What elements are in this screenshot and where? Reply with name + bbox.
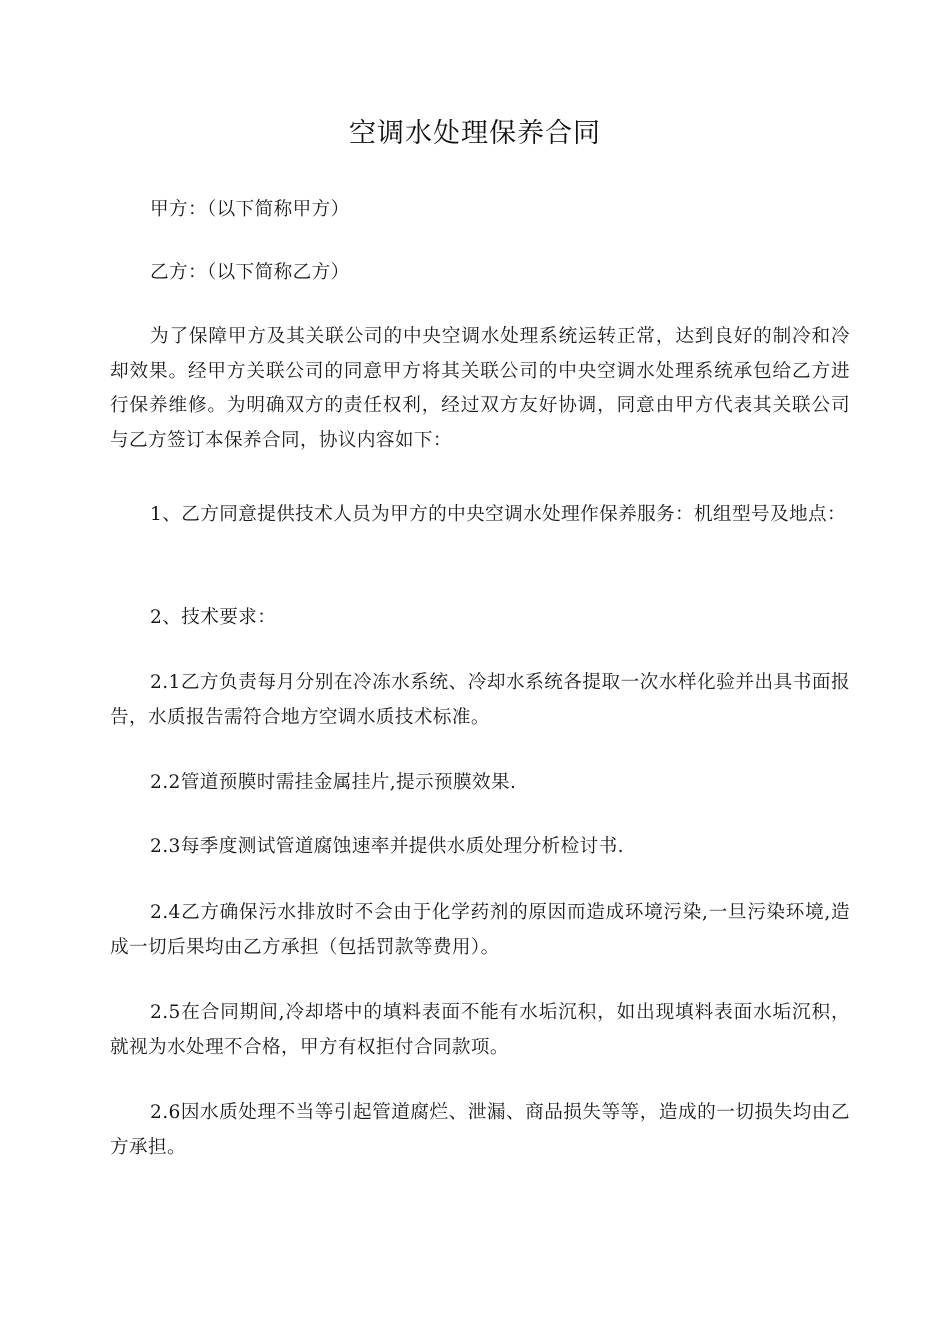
party-a-line: 甲方：（以下简称甲方） bbox=[150, 199, 350, 220]
clause-2-3: 2.3每季度测试管道腐蚀速率并提供水质处理分析检讨书. bbox=[150, 836, 624, 857]
intro-paragraph: 为了保障甲方及其关联公司的中央空调水处理系统运转正常，达到良好的制冷和冷却效果。经甲方关联公司的同意甲方将其关联公司的中央空调水处理系统承包给乙方进行保养维修。为明确双方的责任权利，经过双方友好协调，同意由甲方代表其关联公司与乙方签订本保养合同，协议内容如下： bbox=[110, 326, 850, 451]
clause-2-1: 2.1乙方负责每月分别在冷冻水系统、冷却水系统各提取一次水样化验并出具书面报告，水质报告需符合地方空调水质技术标准。 bbox=[110, 672, 850, 728]
document-title: 空调水处理保养合同 bbox=[349, 118, 601, 149]
party-b-line: 乙方：（以下简称乙方） bbox=[150, 262, 350, 283]
clause-2-2: 2.2管道预膜时需挂金属挂片,提示预膜效果. bbox=[150, 772, 517, 793]
clause-2-4: 2.4乙方确保污水排放时不会由于化学药剂的原因而造成环境污染,一旦污染环境,造成一切后果均由乙方承担（包括罚款等费用）。 bbox=[110, 902, 850, 958]
clause-2-5: 2.5在合同期间,冷却塔中的填料表面不能有水垢沉积，如出现填料表面水垢沉积，就视为水处理不合格，甲方有权拒付合同款项。 bbox=[110, 1002, 850, 1058]
clause-1: 1、乙方同意提供技术人员为甲方的中央空调水处理作保养服务：机组型号及地点： bbox=[150, 504, 847, 525]
clause-2-6: 2.6因水质处理不当等引起管道腐烂、泄漏、商品损失等等，造成的一切损失均由乙方承担。 bbox=[110, 1102, 850, 1158]
clause-2-heading: 2、技术要求： bbox=[150, 607, 277, 628]
